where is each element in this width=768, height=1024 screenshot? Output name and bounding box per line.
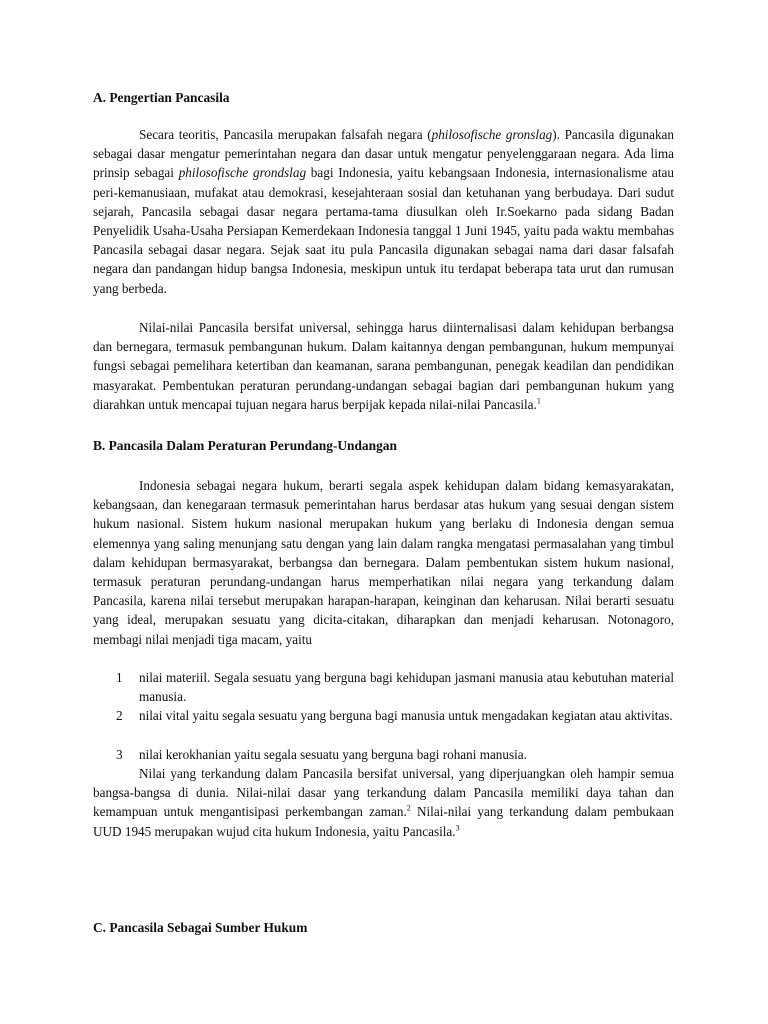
list-item-number: 2: [116, 708, 123, 723]
section-b-paragraph-2: Nilai yang terkandung dalam Pancasila bersifat universal, yang diperjuangkan oleh hampir semua bangsa-bangsa di dunia. Nilai-nilai dasar yang terkandung dalam Pancasila memiliki daya tahan dan kemampuan untuk mengantisipasi perkembangan zaman.$^2$ Nilai-nilai yang terkandung dalam pembukaan UUD 1945 merupakan wujud cita hukum Indonesia, yaitu Pancasila.$^3$: [93, 766, 674, 839]
section-b-paragraph-1: Indonesia sebagai negara hukum, berarti segala aspek kehidupan dalam bidang kemasyarakatan, kebangsaan, dan kenegaraan termasuk pemerintahan harus berdasar atas hukum yang sesuai dengan sistem hukum nasional. Sistem hukum nasional merupakan hukum yang berlaku di Indonesia dengan semua elemennya yang saling menunjang satu dengan yang lain dalam rangka mengatasi permasalahan yang timbul dalam kehidupan bermasyarakat, berbangsa dan bernegara. Dalam pembentukan sistem hukum nasional, termasuk peraturan perundang-undangan harus memperhatikan nilai negara yang terkandung dalam Pancasila, karena nilai tersebut merupakan harapan-harapan, keinginan dan keharusan. Nilai berarti sesuatu yang ideal, merupakan sesuatu yang dicita-citakan, diharapkan dan menjadi keharusan. Notonagoro, membagi nilai menjadi tiga macam, yaitu: [93, 478, 674, 647]
section-b-heading: B. Pancasila Dalam Peraturan Perundang-Undangan: [93, 438, 397, 453]
list-item-number: 1: [116, 670, 123, 685]
section-a-paragraph-2: Nilai-nilai Pancasila bersifat universal, sehingga harus diinternalisasi dalam kehidupan berbangsa dan bernegara, termasuk pembangunan hukum. Dalam kaitannya dengan pembangunan, hukum mempunyai fungsi sebagai pemelihara ketertiban dan keamanan, sarana pembangunan, penegak keadilan dan pendidikan masyarakat. Pembentukan peraturan perundang-undangan sebagai bagian dari pembangunan hukum yang diarahkan untuk mencapai tujuan negara harus berpijak kepada nilai-nilai Pancasila.$^1$: [93, 320, 674, 412]
section-a-heading: A. Pengertian Pancasila: [93, 90, 230, 105]
list-item-text: nilai kerokhanian yaitu segala sesuatu yang berguna bagi rohani manusia.: [139, 747, 527, 762]
list-item-number: 3: [116, 747, 123, 762]
list-item-text: nilai vital yaitu segala sesuatu yang berguna bagi manusia untuk mengadakan kegiatan atau aktivitas.: [139, 708, 673, 723]
section-a-paragraph-1: Secara teoritis, Pancasila merupakan falsafah negara (philosofische gronslag). Pancasila digunakan sebagai dasar mengatur pemerintahan negara dan dasar untuk mengatur penyelenggaraan negara. Ada lima prinsip sebagai philosofische grondslag bagi Indonesia, yaitu kebangsaan Indonesia, internasionalisme atau peri-kemanusiaan, mufakat atau demokrasi, kesejahteraan sosial dan ketuhanan yang berbudaya. Dari sudut sejarah, Pancasila sebagai dasar negara pertama-tama diusulkan oleh Ir.Soekarno pada sidang Badan Penyelidik Usaha-Usaha Persiapan Kemerdekaan Indonesia tanggal 1 Juni 1945, yaitu pada waktu membahas Pancasila sebagai dasar negara. Sejak saat itu pula Pancasila digunakan sebagai nama dari dasar falsafah negara dan pandangan hidup bangsa Indonesia, meskipun untuk itu terdapat beberapa tata urut dan rumusan yang berbeda.: [93, 127, 674, 296]
section-c-heading: C. Pancasila Sebagai Sumber Hukum: [93, 920, 308, 935]
list-item-text: nilai materiil. Segala sesuatu yang berguna bagi kehidupan jasmani manusia atau kebutuhan material manusia.: [139, 670, 674, 705]
footnote-ref-3[interactable]: 3: [455, 823, 460, 833]
footnote-ref-1[interactable]: 1: [536, 396, 541, 406]
footnote-ref-2[interactable]: 2: [406, 804, 411, 814]
